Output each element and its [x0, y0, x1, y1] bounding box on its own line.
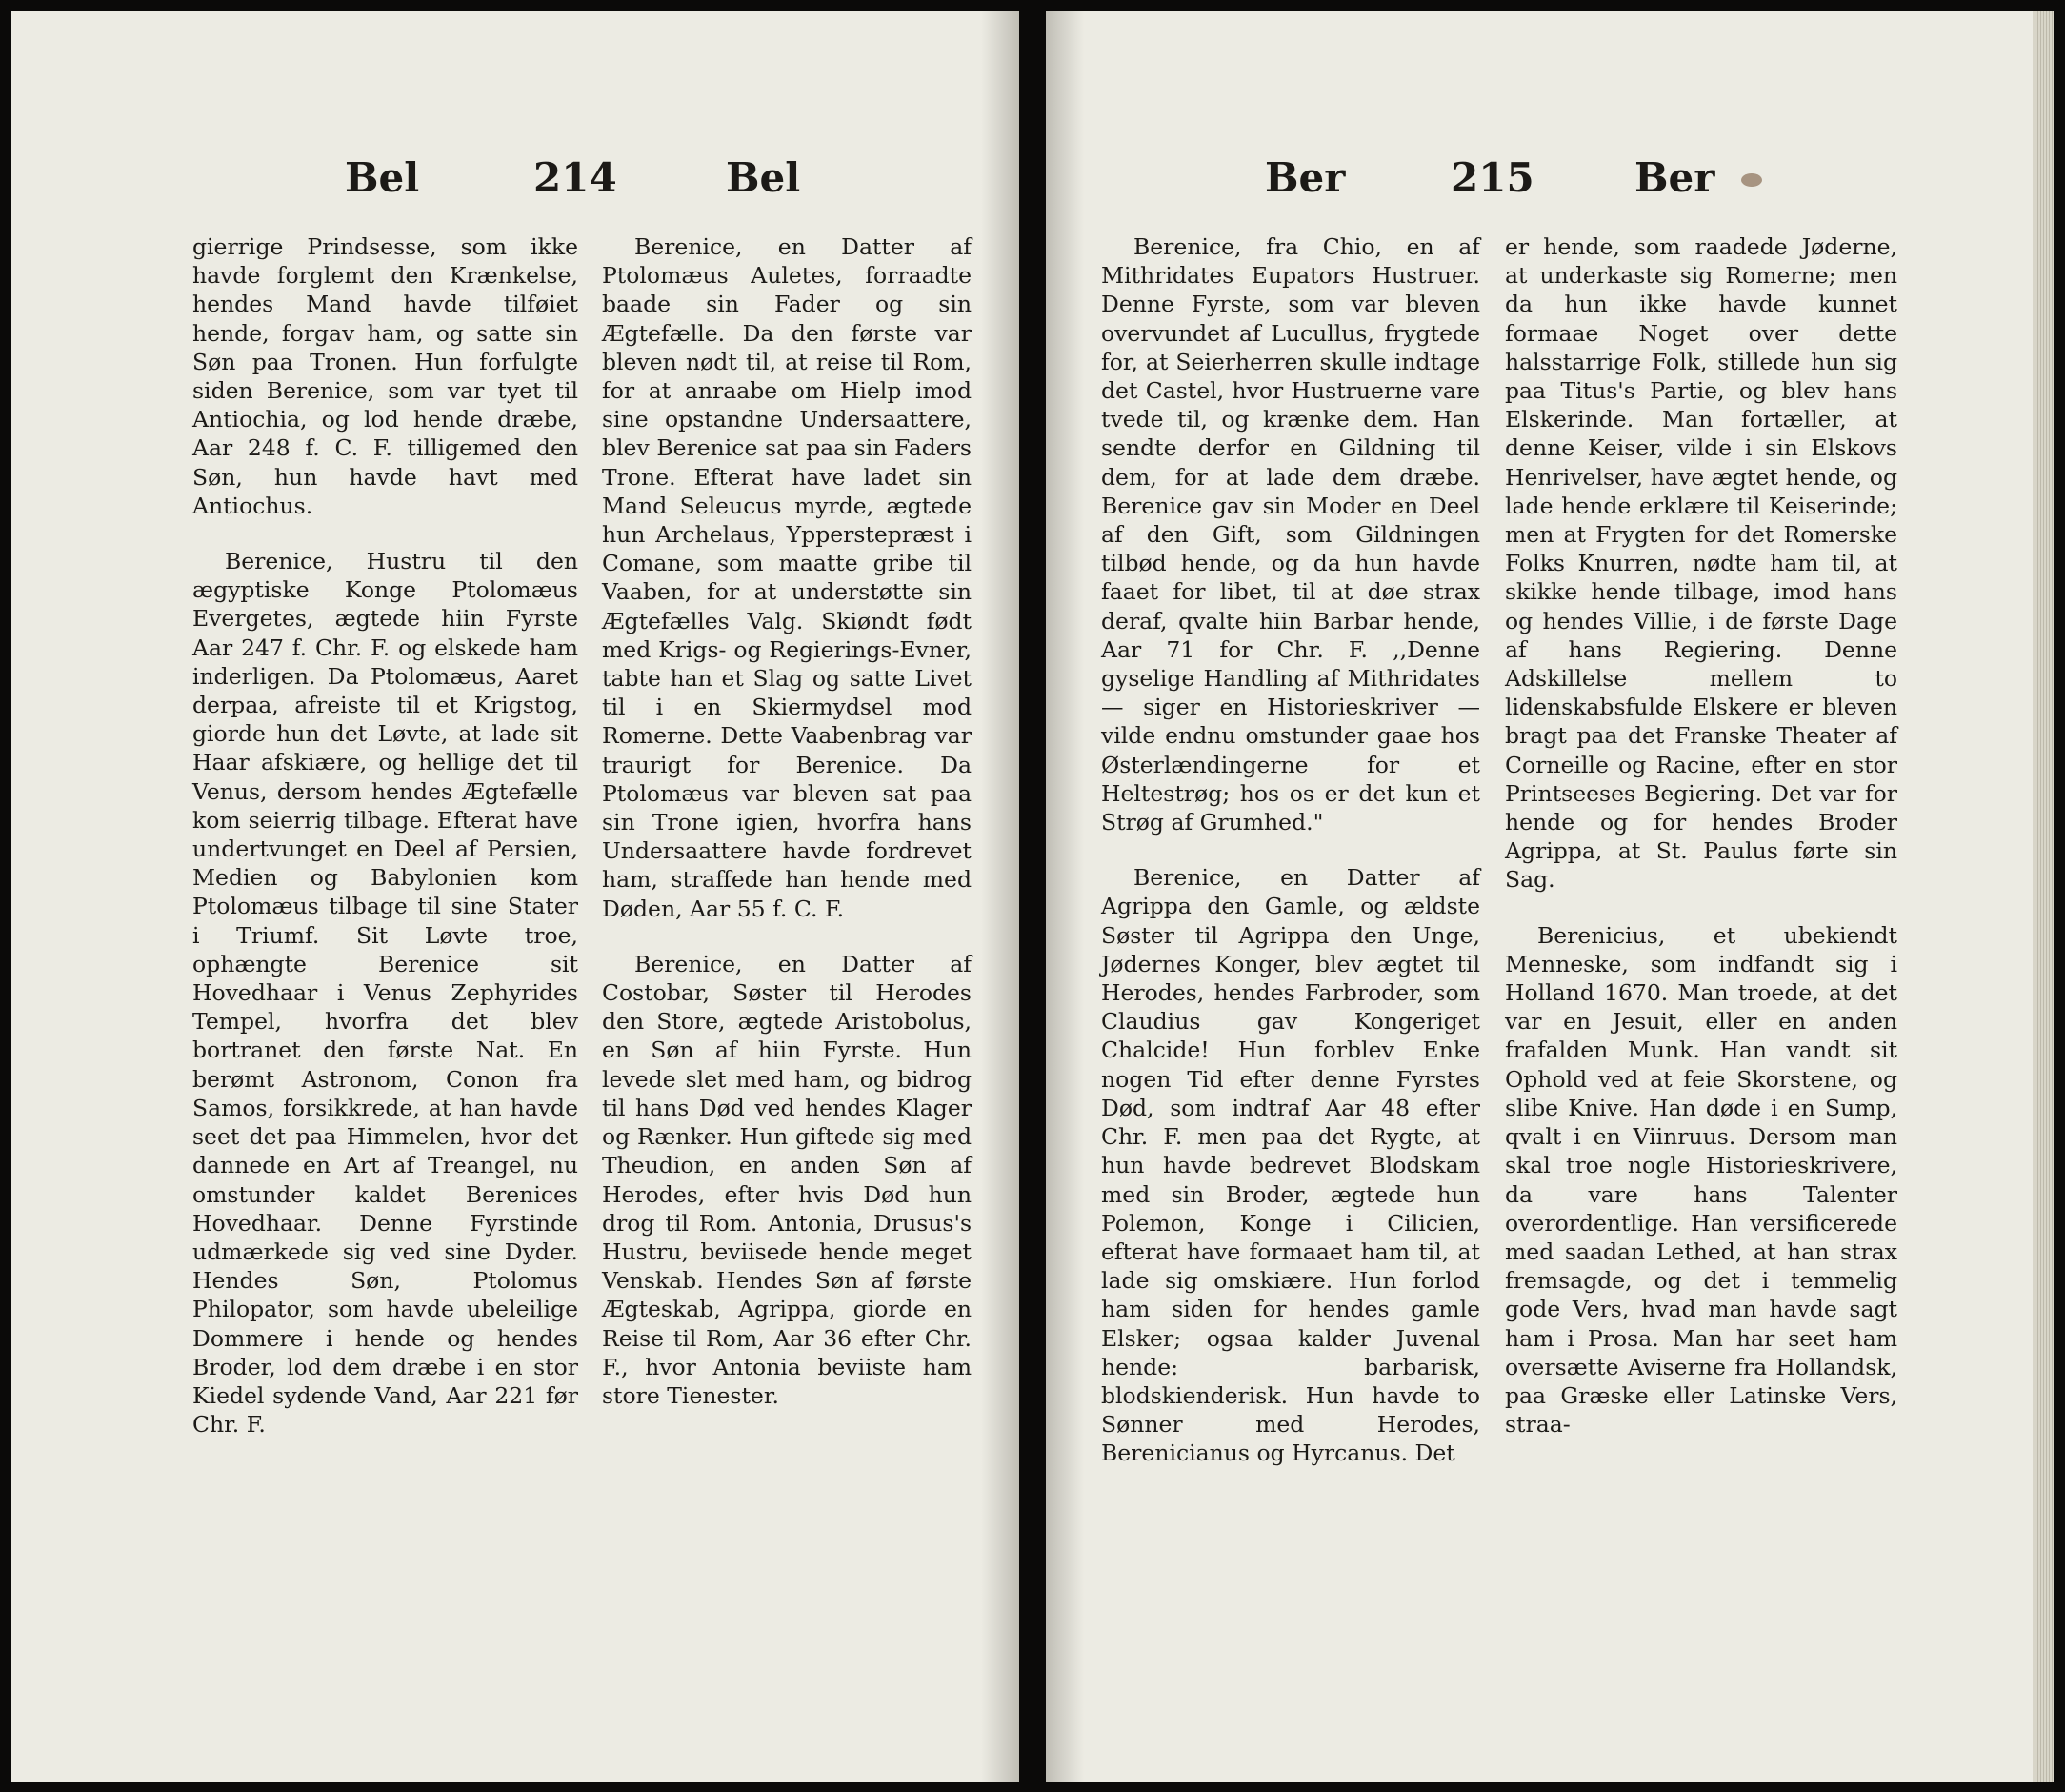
right-col1-paragraph-2: Berenice, en Datter af Agrippa den Gamle, og ældste Søster til Agrippa den Unge, Jødernes Konger, blev ægtet til Herodes, hendes Farbroder, som Claudius gav Kongeriget Chalcide! Hun forblev Enke nogen Tid efter denne Fyrstes Død, som indtraf Aar 48 efter Chr. F. men paa det Rygte, at hun havde bedrevet Blodskam med sin Broder, ægtede hun Polemon, Konge i Cilicien, efterat have formaaet ham til, at lade sig omskiære. Hun forlod ham siden for hendes gamle Elsker; ogsaa kalder Juvenal hende: barbarisk, blodskienderisk. Hun havde to Sønner med Herodes, Berenicianus og Hyrcanus. Det [1101, 864, 1480, 1467]
left-col1-paragraph-1: gierrige Prindsesse, som ikke havde forglemt den Krænkelse, hendes Mand havde tilføiet hende, forgav ham, og satte sin Søn paa Tronen. Hun forfulgte siden Berenice, som var tyet til Antiochia, og lod hende dræbe, Aar 248 f. C. F. tilligemed den Søn, hun havde havt med Antiochus. [192, 233, 578, 519]
left-column-1 [192, 232, 578, 1465]
right-gutter-shadow [1046, 11, 1084, 1782]
left-col2-paragraph-1: Berenice, en Datter af Ptolomæus Auletes, forraadte baade sin Fader og sin Ægtefælle. Da den første var bleven nødt til, at reise til Rom, for at anraabe om Hielp imod sine opstandne Undersaattere, blev Berenice sat paa sin Faders Trone. Efterat have ladet sin Mand Seleucus myrde, ægtede hun Archelaus, Ypperstepræst i Comane, som maatte gribe til Vaaben, for at understøtte sin Ægtefælles Valg. Skiøndt født med Krigs- og Regierings-Evner, tabte han et Slag og satte Livet til i en Skiermydsel mod Romerne. Dette Vaabenbrag var traurigt for Berenice. Da Ptolomæus var bleven sat paa sin Trone igien, hvorfra hans Undersaattere havde fordrevet ham, straffede han hende med Døden, Aar 55 f. C. F. [602, 233, 972, 922]
right-head-left: Ber [1265, 154, 1346, 201]
left-col2-paragraph-2: Berenice, en Datter af Costobar, Søster til Herodes den Store, ægtede Aristobolus, en Søn af hiin Fyrste. Hun levede slet med ham, og bidrog til hans Død ved hendes Klager og Rænker. Hun giftede sig med Theudion, en anden Søn af Herodes, efter hvis Død hun drog til Rom. Antonia, Drusus's Hustru, beviisede hende meget Venskab. Hendes Søn af første Ægteskab, Agrippa, giorde en Reise til Rom, Aar 36 efter Chr. F., hvor Antonia beviiste ham store Tienester. [602, 950, 972, 1409]
left-page [11, 11, 1019, 1782]
left-head-right: Bel [726, 154, 801, 201]
right-col2-paragraph-2: Berenicius, et ubekiendt Menneske, som indfandt sig i Holland 1670. Man troede, at det var en Jesuit, eller en anden frafalden Munk. Han vandt sit Ophold ved at feie Skorstene, og slibe Knive. Han døde i en Sump, qvalt i en Viinruus. Dersom man skal troe nogle Historieskrivere, da vare hans Talenter overordentlige. Han versificerede med saadan Lethed, at han strax fremsagde, og det i temmelig gode Vers, hvad man havde sagt ham i Prosa. Man har seet ham oversætte Aviserne fra Hollandsk, paa Græske eller Latinske Vers, straa- [1505, 921, 1897, 1439]
page-edge-stack [2033, 11, 2054, 1782]
left-page-number: 214 [533, 154, 617, 201]
right-head-right: Ber [1634, 154, 1715, 201]
left-column-2 [602, 232, 972, 1437]
right-running-head [1046, 154, 2054, 211]
right-page-number: 215 [1451, 154, 1534, 201]
left-col1-paragraph-2: Berenice, Hustru til den ægyptiske Konge Ptolomæus Evergetes, ægtede hiin Fyrste Aar 247 f. Chr. F. og elskede ham inderligen. Da Ptolomæus, Aaret derpaa, afreiste til et Krigstog, giorde hun det Løvte, at lade sit Haar afskiære, og hellige det til Venus, dersom hendes Ægtefælle kom seierrig tilbage. Efterat have undertvunget en Deel af Persien, Medien og Babylonien kom Ptolomæus tilbage til sine Stater i Triumf. Sit Løvte troe, ophængte Berenice sit Hovedhaar i Venus Zephyrides Tempel, hvorfra det blev bortranet den første Nat. En berømt Astronom, Conon fra Samos, forsikkrede, at han havde seet det paa Himmelen, hvor det dannede en Art af Treangel, nu omstunder kaldet Berenices Hovedhaar. Denne Fyrstinde udmærkede sig ved sine Dyder. Hendes Søn, Ptolomus Philopator, som havde ubeleilige Dommere i hende og hendes Broder, lod dem dræbe i en stor Kiedel sydende Vand, Aar 221 før Chr. F. [192, 548, 578, 1439]
left-gutter-shadow [981, 11, 1019, 1782]
right-col1-paragraph-1: Berenice, fra Chio, en af Mithridates Eupators Hustruer. Denne Fyrste, som var bleven overvundet af Lucullus, frygtede for, at Seierherren skulle indtage det Castel, hvor Hustruerne vare tvede til, og krænke dem. Han sendte derfor en Gildning til dem, for at lade dem dræbe. Berenice gav sin Moder en Deel af den Gift, som Gildningen tilbød hende, og da hun havde faaet for libet, til at døe strax deraf, qvalte hiin Barbar hende, Aar 71 for Chr. F. ,,Denne gyselige Handling af Mithridates — siger en Historieskriver — vilde endnu omstunder gaae hos Østerlændingerne for et Heltestrøg; hos os er det kun et Strøg af Grumhed." [1101, 233, 1480, 836]
right-column-1 [1101, 232, 1480, 1495]
right-column-2 [1505, 232, 1897, 1465]
left-head-left: Bel [345, 154, 420, 201]
left-running-head [11, 154, 1019, 211]
right-page [1046, 11, 2054, 1782]
right-col2-paragraph-1: er hende, som raadede Jøderne, at underkaste sig Romerne; men da hun ikke havde kunnet formaae Noget over dette halsstarrige Folk, stillede hun sig paa Titus's Partie, og blev hans Elskerinde. Man fortæller, at denne Keiser, vilde i sin Elskovs Henrivelser, have ægtet hende, og lade hende erklære til Keiserinde; men at Frygten for det Romerske Folks Knurren, nødte ham til, at skikke hende tilbage, imod hans og hendes Villie, i de første Dage af hans Regiering. Denne Adskillelse mellem to lidenskabsfulde Elskere er bleven bragt paa det Franske Theater af Corneille og Racine, efter en stor Printseeses Begiering. Det var for hende og for hendes Broder Agrippa, at St. Paulus førte sin Sag. [1505, 233, 1897, 894]
